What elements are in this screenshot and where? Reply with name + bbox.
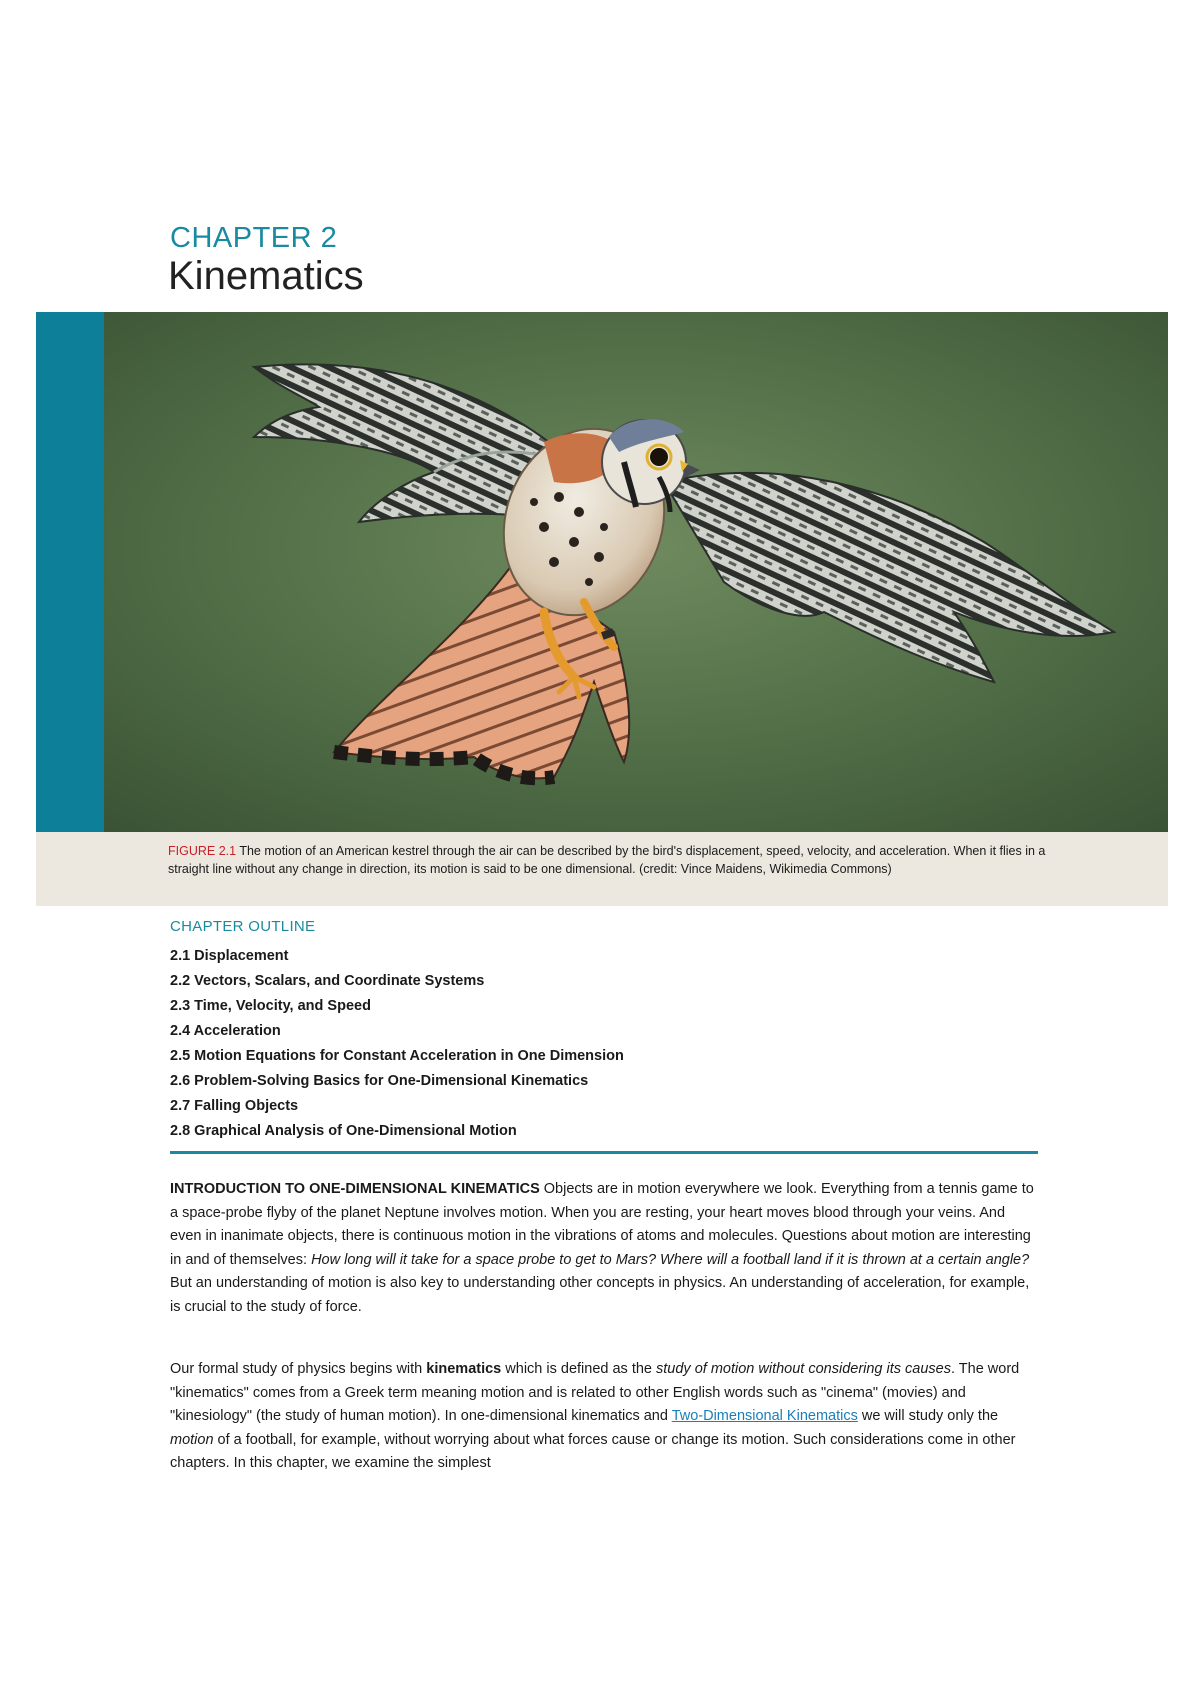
- para2-text-5: of a football, for example, without worrying about what forces cause or change its motion. Such considerations come in other chapters. In this chapter, we examine the simplest: [170, 1431, 1016, 1471]
- outline-divider: [170, 1151, 1038, 1154]
- para2-text-2: which is defined as the: [501, 1361, 657, 1377]
- figure-caption: [168, 842, 1088, 878]
- chapter-outline-list: [170, 944, 624, 1144]
- chapter-label: CHAPTER 2: [170, 222, 338, 254]
- intro-text-a: Objects are in motion everywhere we look. Everything from a tennis game to a space-probe flyby of the planet Neptune involves motion. When you are resting, your heart moves blood through your veins. And even in inanimate objects, there is continuous motion in the vibrations of atoms and molecules. Questions about motion are interesting in and of themselves:: [170, 1181, 1034, 1268]
- figure-caption-text: The motion of an American kestrel through the air can be described by the bird's displacement, speed, velocity, and acceleration. When it flies in a straight line without any change in direction, its motion is said to be one dimensional. (credit: Vince Maidens, Wikimedia Commons): [168, 844, 1046, 876]
- outline-item-2-3[interactable]: 2.3 Time, Velocity, and Speed: [170, 998, 371, 1014]
- two-dimensional-kinematics-link[interactable]: Two-Dimensional Kinematics: [671, 1408, 858, 1424]
- outline-item-2-2[interactable]: 2.2 Vectors, Scalars, and Coordinate Systems: [170, 973, 485, 989]
- motion-emphasis: motion: [170, 1431, 214, 1448]
- para2-text-1: Our formal study of physics begins with: [170, 1361, 427, 1377]
- outline-item-2-5[interactable]: 2.5 Motion Equations for Constant Acceleration in One Dimension: [170, 1048, 624, 1064]
- chapter-title: Kinematics: [168, 254, 364, 298]
- intro-text-b: But an understanding of motion is also key to understanding other concepts in physics. An understanding of acceleration, for example, is crucial to the study of force.: [170, 1275, 1030, 1315]
- figure-2-1: [36, 312, 1168, 906]
- teal-accent-strip: [36, 312, 104, 832]
- intro-heading: INTRODUCTION TO ONE-DIMENSIONAL KINEMATICS: [170, 1181, 540, 1197]
- intro-questions: How long will it take for a space probe to get to Mars? Where will a football land if it is thrown at a certain angle?: [311, 1251, 1030, 1268]
- outline-item-2-1[interactable]: 2.1 Displacement: [170, 948, 289, 964]
- kestrel-photo: [104, 312, 1168, 832]
- outline-item-2-7[interactable]: 2.7 Falling Objects: [170, 1098, 299, 1114]
- figure-caption-box: [36, 832, 1168, 906]
- figure-label: FIGURE 2.1: [168, 844, 237, 858]
- intro-paragraph: [170, 1178, 1038, 1319]
- para2-text-3: . The word "kinematics" comes from a Greek term meaning motion and is related to other English words such as "cinema" (movies) and "kinesiology" (the study of human motion). In one-dimensional kinematics and: [170, 1361, 1020, 1424]
- outline-item-2-8[interactable]: 2.8 Graphical Analysis of One-Dimensional Motion: [170, 1123, 517, 1139]
- kinematics-term: kinematics: [426, 1361, 502, 1377]
- kinematics-definition: study of motion without considering its causes: [656, 1361, 951, 1377]
- outline-item-2-4[interactable]: 2.4 Acceleration: [170, 1023, 281, 1039]
- para2-text-4: we will study only the: [857, 1408, 999, 1424]
- chapter-outline-heading: CHAPTER OUTLINE: [170, 918, 316, 935]
- kinematics-paragraph: [170, 1358, 1038, 1476]
- outline-item-2-6[interactable]: 2.6 Problem-Solving Basics for One-Dimensional Kinematics: [170, 1073, 589, 1089]
